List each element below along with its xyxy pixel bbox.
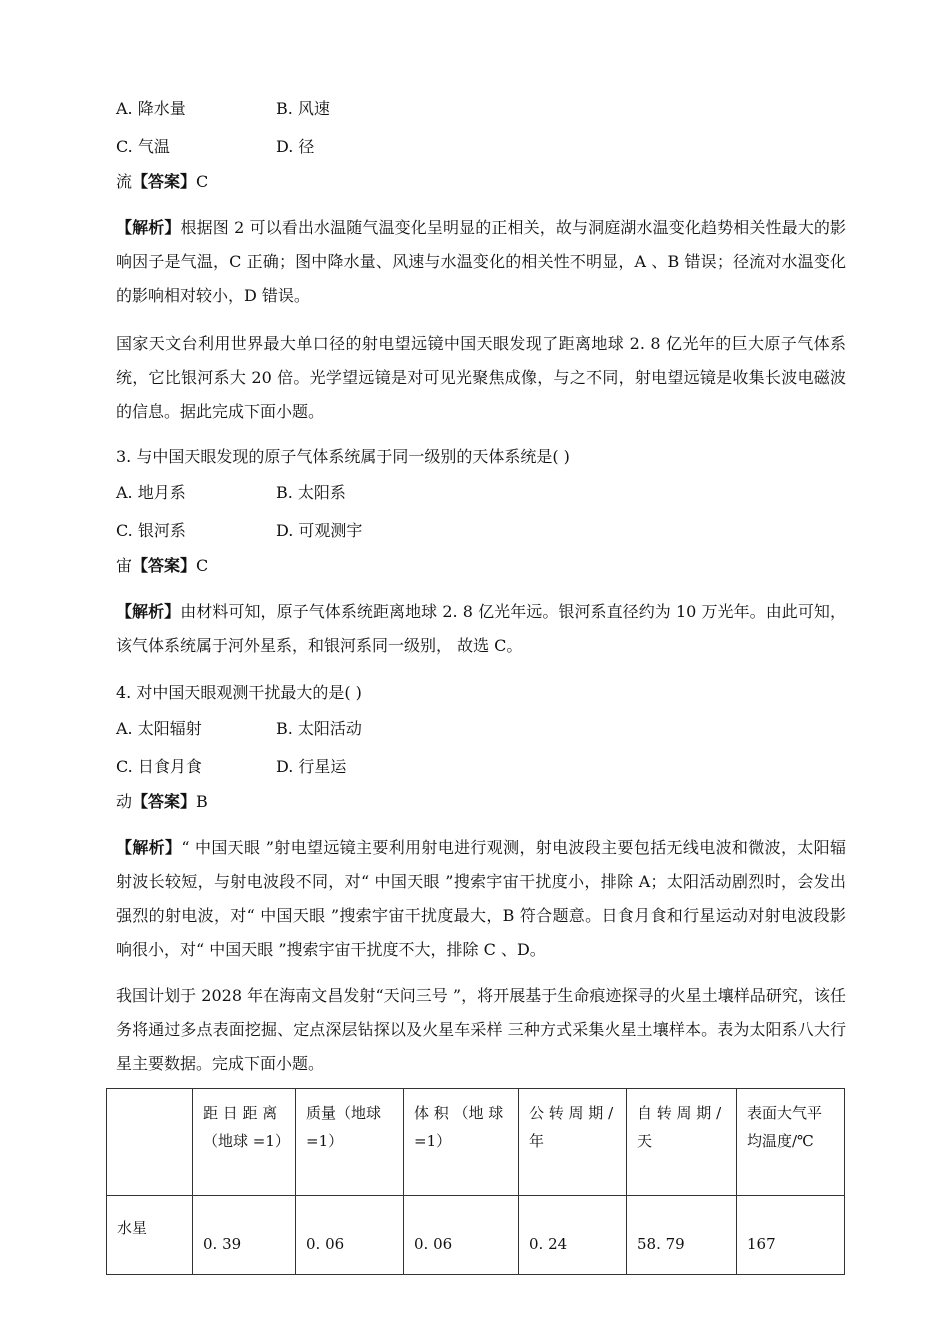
analysis-text: 根据图 2 可以看出水温随气温变化呈明显的正相关，故与洞庭湖水温变化趋势相关性最大的影响因子是气温，C 正确；图中降水量、风速与水温变化的相关性不明显，A 、B 错误；径流对水温变化的影响相对较小，D 错误。 [116, 218, 846, 305]
q4-option-b: B. 太阳活动 [276, 719, 362, 738]
table-header-cell: 表面大气平均温度/℃ [737, 1089, 845, 1196]
table-header-cell [107, 1089, 193, 1196]
material-fast-telescope: 国家天文台利用世界最大单口径的射电望远镜中国天眼发现了距离地球 2. 8 亿光年的巨大原子气体系统，它比银河系大 20 倍。光学望远镜是对可见光聚焦成像，与之不同，射电望远镜是收集长波电磁波的信息。据此完成下面小题。 [116, 334, 846, 421]
table-row [107, 1196, 845, 1275]
table-header-row [107, 1089, 845, 1196]
table-cell: 0. 06 [404, 1196, 519, 1275]
q2-option-b: B. 风速 [276, 99, 330, 118]
q3-option-d: D. 可观测宇 [276, 521, 363, 540]
answer-value: B [196, 792, 208, 811]
table-header-cell: 公 转 周 期 /年 [519, 1089, 627, 1196]
analysis-label: 【解析】 [116, 602, 181, 621]
q4-stem: 4. 对中国天眼观测干扰最大的是( ) [116, 683, 362, 702]
q4-option-d: D. 行星运 [276, 757, 347, 776]
q2-option-d: D. 径 [276, 137, 315, 156]
q3-stem: 3. 与中国天眼发现的原子气体系统属于同一级别的天体系统是( ) [116, 447, 570, 466]
table-cell: 水星 [107, 1196, 193, 1275]
answer-prefix: 宙 [116, 556, 133, 575]
table-cell: 58. 79 [627, 1196, 737, 1275]
analysis-text: 由材料可知，原子气体系统距离地球 2. 8 亿光年远。银河系直径约为 10 万光年。由此可知，该气体系统属于河外星系，和银河系同一级别， 故选 C。 [116, 602, 846, 655]
answer-value: C [196, 556, 209, 575]
analysis-label: 【解析】 [116, 838, 182, 857]
q2-option-a: A. 降水量 [116, 99, 186, 118]
planet-data-table [106, 1088, 845, 1275]
material-tianwen3: 我国计划于 2028 年在海南文昌发射“天问三号 ”，将开展基于生命痕迹探寻的火星土壤样品研究，该任务将通过多点表面挖掘、定点深层钻探以及火星车采样 三种方式采集火星土壤样本。表为太阳系八大行星主要数据。完成下面小题。 [116, 986, 846, 1073]
answer-label: 【答案】 [132, 556, 197, 575]
table-cell: 167 [737, 1196, 845, 1275]
table-header-cell: 体 积 （地 球 =1） [404, 1089, 519, 1196]
q4-analysis [116, 831, 846, 967]
answer-prefix: 动 [116, 792, 133, 811]
q3-option-b: B. 太阳系 [276, 483, 346, 502]
q4-option-c: C. 日食月食 [116, 757, 202, 776]
q3-option-a: A. 地月系 [116, 483, 186, 502]
table-header-cell: 距 日 距 离（地球 =1） [193, 1089, 296, 1196]
analysis-text: “ 中国天眼 ”射电望远镜主要利用射电进行观测，射电波段主要包括无线电波和微波，太阳辐射波长较短，与射电波段不同，对“ 中国天眼 ”搜索宇宙干扰度小，排除 A；太阳活动剧烈时，会发出强烈的射电波，对“ 中国天眼 ”搜索宇宙干扰度最大，B 符合题意。日食月食和行星运动对射电波段影响很小，对“ 中国天眼 ”搜索宇宙干扰度不大，排除 C 、D。 [116, 838, 846, 959]
q3-analysis [116, 595, 846, 663]
answer-label: 【答案】 [132, 172, 197, 191]
q2-option-c: C. 气温 [116, 137, 170, 156]
q2-analysis [116, 211, 846, 313]
q3-answer [116, 555, 208, 577]
table-header-cell: 质量（地球 =1） [296, 1089, 404, 1196]
q4-option-a: A. 太阳辐射 [116, 719, 202, 738]
q4-answer [116, 791, 208, 813]
q3-option-c: C. 银河系 [116, 521, 186, 540]
table-cell: 0. 39 [193, 1196, 296, 1275]
answer-label: 【答案】 [132, 792, 197, 811]
table-cell: 0. 24 [519, 1196, 627, 1275]
table-header-cell: 自 转 周 期 /天 [627, 1089, 737, 1196]
answer-prefix: 流 [116, 172, 133, 191]
answer-value: C [196, 172, 209, 191]
q2-answer [116, 171, 208, 193]
table-cell: 0. 06 [296, 1196, 404, 1275]
analysis-label: 【解析】 [116, 218, 181, 237]
